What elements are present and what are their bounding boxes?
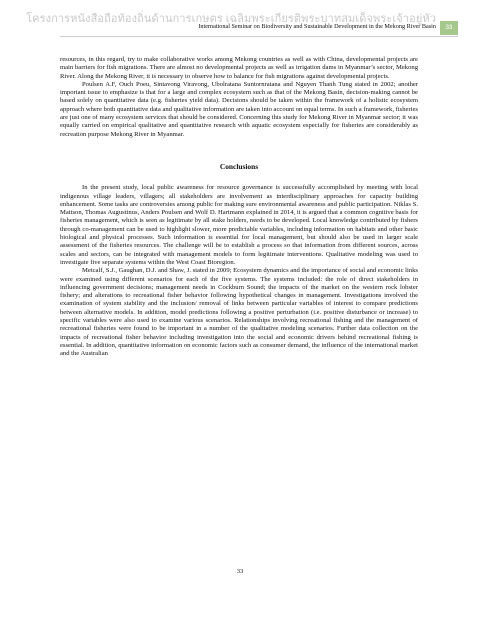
paragraph-poulsen: Poulsen A.F, Ouch Poeu, Sintavong Viravong, Ubolratana Suntornratana and Nguyen Thanh Tung stated in 2002; another important issue to emphasize is that for a large and complex ecosystem such as that of the Mekong Basin, decision-making cannot be based solely on quantitative data (e.g. fisheries yield data). Decisions should be taken within the framework of a holistic ecosystem approach where both quantitative data and qualitative information are taken into account on equal terms. In such a framework, fisheries are just one of many ecosystem services that should be considered. Concerning this study for Mekong River in Myanmar sector; it was equally carried on empirical qualitative and quantitative research with aquatic ecosystem especially for fisheries are considerably as recreation purpose Mekong River in Myanmar. xyxy=(60,80,418,138)
paragraph-metcalf: Metcalf, S.J., Gaughan, D.J. and Shaw, J. stated in 2009; Ecosystem dynamics and the importance of social and economic links were examined using different scenarios for each of the five systems. The systems included: the role of direct stakeholders in influencing government decisions; management needs in Cockburn Sound; the impacts of the market on the western rock lobster fishery; and alterations to recreational fisher behavior following hypothetical changes in management. Investigations involved the examination of system stability and the inclusion/ removal of links between particular variables of interest to compare predictions between alternative models. In addition, model predictions following a positive perturbation (i.e. positive disturbance or increase) to specific variables were also used to examine various scenarios. Relationships involving recreational fishing and the management of recreational fisheries were found to be important in a number of the qualitative modeling scenarios. Further data collection on the impacts of recreational fisher behavior including investigation into the social and economic drivers behind recreational fishing is essential. In addition, quantitative information on economic factors such as consumer demand, the influence of the international market and the Australian xyxy=(60,267,418,358)
page-number: 33 xyxy=(236,568,244,575)
header-divider xyxy=(60,36,458,37)
page-header xyxy=(26,9,458,31)
thai-project-title: โครงการหนังสือถือท้องถิ่นด้านการเกษตร เฉลิมพระเกียรติพระบาทสมเด็จพระเจ้าอยู่หัว xyxy=(26,13,436,25)
paragraph-present-study: In the present study, local public awareness for resource governance is successfully accomplished by meeting with local indigenous village leaders, villagers; all stakeholders are involvement as interdisciplinary approaches for capacity building enhancement. Some tasks are controversies among public for making sure environmental awareness and public participation. Niklas S. Mattson, Thomas Augustinus, Anders Poulsen and Wolf D. Hartmann explained in 2014, it is argued that a common cognitive basis for fisheries management, which is seen as legitimate by all stake holders, needs to be developed. Local knowledge contributed by fishers through co-management can be used to highlight slower, more predictable variables, including information on habitats and other basic biological and physical processes. Such information is essential for local management, but should also be used in larger scale assessment of the fisheries resources. The challenge will be to establish a process so that information from different sources, across scales and sectors, can be integrated with management models to form legitimate interventions. Qualitative modeling was used to investigate five separate systems within the West Coast Bioregion. xyxy=(60,184,418,266)
paragraph-resources: resources, in this regard, try to make collaborative works among Mekong countries as well as with China, developmental projects are main barriers for fish migrations. There are almost no developmental projects as well as irrigation dams in Myanmar’s sector, Mekong River. Along the Mekong River, it is necessary to observe how to balance for fish migrations against developmental projects. xyxy=(60,56,418,80)
article-body xyxy=(60,56,418,359)
section-heading-conclusions: Conclusions xyxy=(219,161,259,171)
page-number-tab: 33 xyxy=(440,21,458,35)
seminar-title: International Seminar on Biodiversity and Sustainable Development in the Mekong River Basin xyxy=(198,23,436,30)
